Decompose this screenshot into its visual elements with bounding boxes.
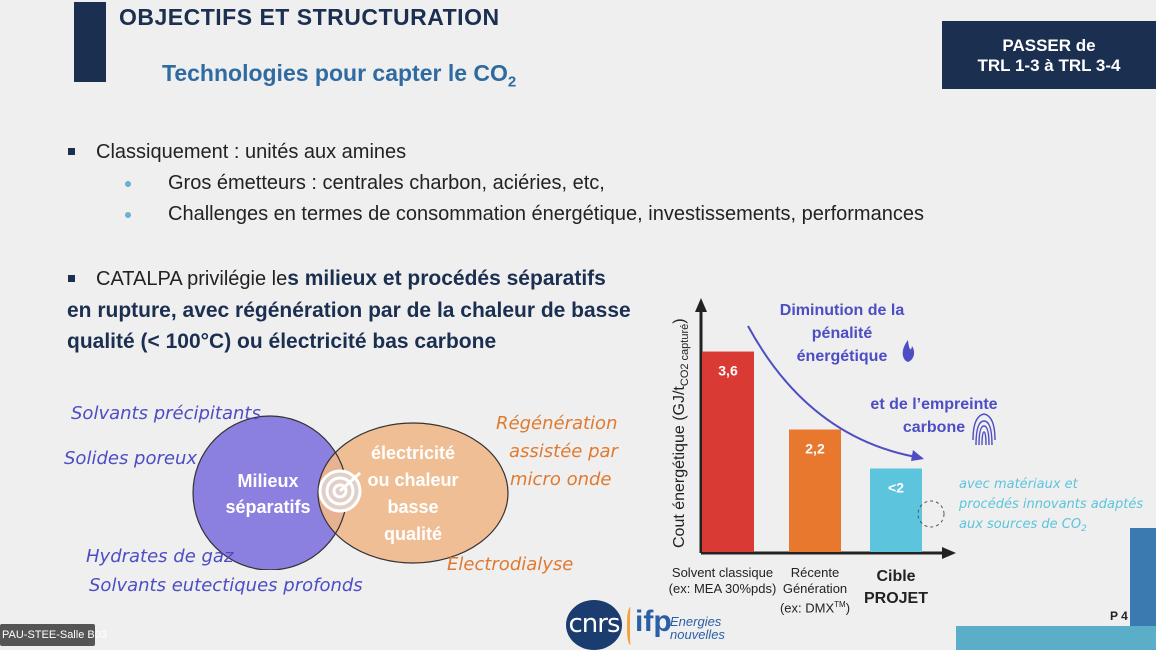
category-label-3: Cible PROJET <box>863 568 928 607</box>
venn-label-left-3: Hydrates de gaz <box>86 546 234 567</box>
bar-value-label-3: <2 <box>888 479 904 496</box>
bullet-1-2: Challenges en termes de consommation énergétique, investissements, performances <box>168 203 924 225</box>
corner-block-vertical <box>1130 528 1156 628</box>
bullet-1-1: Gros émetteurs : centrales charbon, aciéries, etc, <box>168 172 605 194</box>
bullet-2-line-3: qualité (< 100°C) ou électricité bas carbone <box>67 330 497 353</box>
svg-text:Cout énergétique (GJ/tCO2 capt: Cout énergétique $(GJ/t_{CO2 capturé})$ <box>671 318 691 548</box>
y-axis-arrow-icon <box>695 298 707 312</box>
page-number: P 4 <box>1110 609 1128 623</box>
slide-subtitle: Technologies pour capter le $CO_2$ <box>162 60 517 91</box>
energy-cost-chart <box>660 290 1156 570</box>
venn-right-line-3: basse <box>387 497 439 517</box>
fingerprint-icon <box>973 414 995 445</box>
bullet-1: Classiquement : unités aux amines <box>96 141 407 163</box>
venn-label-left-2: Solides poreux <box>64 448 198 469</box>
slide-title: OBJECTIFS ET STRUCTURATION <box>119 4 500 30</box>
venn-left-line-2: séparatifs <box>225 497 311 517</box>
badge-line-2: TRL 1-3 à TRL 3-4 <box>977 56 1121 75</box>
corner-block-horizontal <box>956 626 1156 650</box>
bullet-dot-icon <box>125 212 131 218</box>
trl-badge <box>942 21 1156 89</box>
bar-value-label-2: 2,2 <box>805 440 825 457</box>
annot-1-line-1: Diminution de la <box>779 302 905 319</box>
ifp-logo: ifp Energies nouvelles <box>627 605 739 647</box>
target-icon <box>320 471 360 511</box>
flame-icon <box>903 340 914 362</box>
venn-right-line-4: qualité <box>383 524 443 544</box>
venn-label-left-1: Solvants précipitants <box>71 403 261 424</box>
venn-label-left-4: Solvants eutectiques profonds <box>89 575 363 596</box>
annot-2-line-2: carbone <box>902 419 966 436</box>
badge-line-1: PASSER de <box>1002 36 1096 55</box>
trend-arrow-head-icon <box>911 450 924 461</box>
bullet-2-line-1: CATALPA privilégie les milieux et procédés séparatifs <box>96 267 606 290</box>
y-axis-label <box>671 318 691 548</box>
category-label-2: Récente Génération (ex: DMX™) <box>779 565 851 616</box>
annot-2-line-1: et de l’empreinte <box>870 396 998 413</box>
venn-label-right-4: Electrodialyse <box>447 554 574 575</box>
bullet-square-icon <box>68 275 75 282</box>
bullet-2-line-2: en rupture, avec régénération par de la chaleur de basse <box>67 299 631 322</box>
venn-label-right-2: assistée par <box>509 441 618 462</box>
venn-label-right-1: Régénération <box>496 413 618 434</box>
annot-1-line-2: pénalité <box>811 325 873 342</box>
annot-3-line-3: aux sources de $CO_2$ <box>959 517 1087 534</box>
cnrs-logo: cnrs <box>566 600 622 650</box>
bullet-square-icon <box>68 148 75 155</box>
annot-3-line-2: procédés innovants adaptés <box>959 497 1144 512</box>
x-axis-arrow-icon <box>942 547 956 559</box>
room-label: PAU-STEE-Salle B03 <box>0 624 95 646</box>
venn-left-line-1: Milieux <box>237 471 299 491</box>
annot-3-line-1: avec matériaux et <box>959 477 1078 492</box>
title-accent-bar <box>74 2 106 82</box>
bullet-dot-icon <box>125 181 131 187</box>
venn-right-line-1: électricité <box>370 443 456 463</box>
venn-label-right-3: micro onde <box>510 469 612 490</box>
bar-1 <box>702 352 754 552</box>
venn-right-line-2: ou chaleur <box>367 470 459 490</box>
venn-diagram <box>185 415 520 570</box>
bar-value-label-1: 3,6 <box>718 362 738 379</box>
annot-1-line-3: énergétique <box>796 348 888 365</box>
category-label-1: Solvent classique (ex: MEA 30%pds) <box>668 565 777 596</box>
